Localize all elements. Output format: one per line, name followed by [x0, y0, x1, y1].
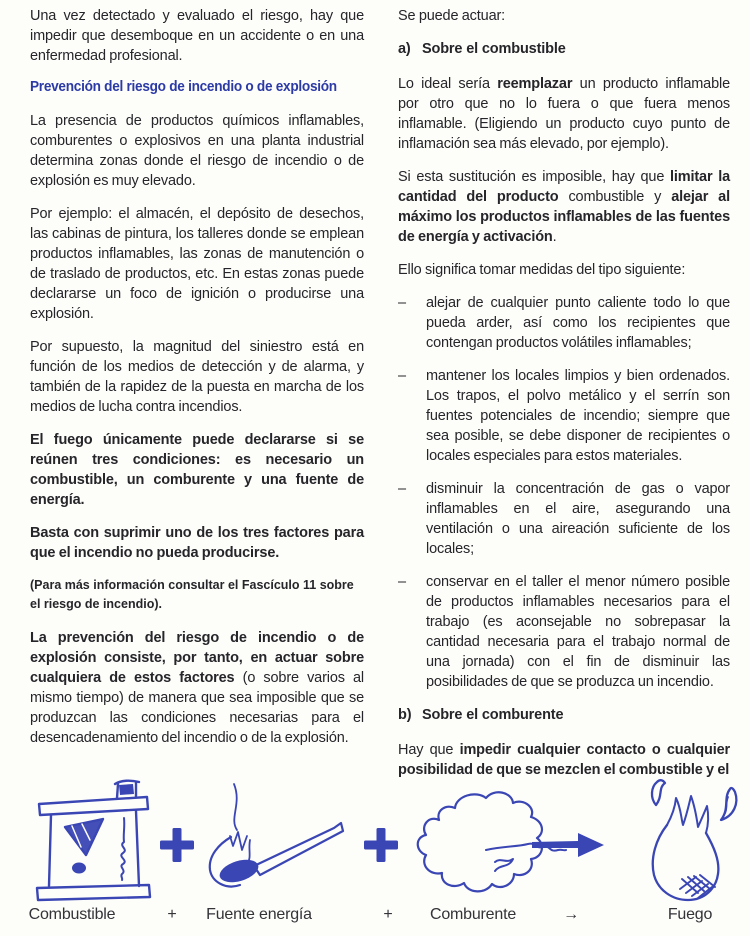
paragraph-intro: Una vez detectado y evaluado el riesgo, hay que impedir que desemboque en un accidente o en una enfermedad profesional. [30, 8, 364, 64]
bullet-dash: – [398, 295, 407, 311]
fire-icon [636, 776, 748, 910]
bullet-item-mantener [398, 366, 730, 466]
paragraph-magnitud: Por supuesto, la magnitud del siniestro está en función de los medios de detección y de alarma, y también de la rapidez de la puesta en marcha de los medios de lucha contra incendios. [30, 339, 364, 415]
paragraph-prevencion: La prevención del riesgo de incendio o de explosión consiste, por tanto, en actuar sobre cualquiera de estos factores (o sobre varios al mismo tiempo) de manera que sea imposible que se produzcan las condiciones necesarias para el desencadenamiento del incendio o de la explosión. [30, 630, 364, 746]
fuel-can-icon [28, 776, 158, 904]
bullet-item-alejar [398, 293, 730, 353]
column-right [398, 6, 730, 793]
column-left [30, 6, 364, 761]
diagram-label-comburente: Comburente [429, 906, 517, 923]
paragraph-limitar: Si esta sustitución es imposible, hay que limitar la cantidad del producto combustible y alejar al máximo los productos inflamables de las fuentes de energía y activación. [398, 169, 730, 245]
bullet-item-conservar [398, 572, 730, 692]
match-flame-icon [196, 780, 351, 898]
subsection-heading-a [398, 39, 730, 59]
plus-icon [158, 826, 196, 864]
subsection-marker-a: a) [398, 41, 411, 57]
diagram-label-plus: + [167, 906, 177, 923]
paragraph-medidas: Ello significa tomar medidas del tipo siguiente: [398, 262, 686, 278]
diagram-label-plus: + [383, 906, 393, 923]
paragraph-se-puede-actuar: Se puede actuar: [398, 8, 506, 24]
plus-icon [362, 826, 400, 864]
arrow-icon [530, 830, 606, 860]
bullet-text: alejar de cualquier punto caliente todo lo que pueda arder, así como los recipientes que contengan productos volátiles inflamables; [426, 295, 730, 351]
bullet-item-disminuir [398, 479, 730, 559]
diagram-label-fuente-energia: Fuente energía [206, 906, 312, 923]
paragraph-presencia: La presencia de productos químicos inflamables, comburentes o explosivos en una planta industrial determina zonas donde el riesgo de incendio o de explosión es muy elevado. [30, 113, 364, 189]
bullet-text: mantener los locales limpios y bien ordenados. Los trapos, el polvo metálico y el serrín son fuentes potenciales de incendio; siempre que sea posible, se debe disponer de recipientes o locales especiales para estos materiales. [426, 368, 730, 464]
subsection-title-a: Sobre el combustible [422, 41, 566, 57]
cloud-icon [398, 784, 576, 910]
bullet-text: conservar en el taller el menor número posible de productos inflamables necesarios para el trabajo (es aconsejable no sobrepasar la cantidad necesaria para el trabajo normal de una jornada) con el fin de disminuir las posibilidades de que se produzca un incendio. [426, 574, 730, 690]
paragraph-reemplazar: Lo ideal sería reemplazar un producto inflamable por otro que no lo fuera o que fuera menos inflamable. (Eligiendo un producto cuyo punto de inflamación sea más elevado, por ejemplo). [398, 76, 730, 152]
diagram-label-combustible: Combustible [28, 906, 116, 923]
footnote-fasciculo: (Para más información consultar el Fascículo 11 sobre el riesgo de incendio). [30, 578, 354, 611]
bullet-text: disminuir la concentración de gas o vapor inflamables en el aire, asegurando una ventilación o una aireación suficiente de los locales; [426, 481, 730, 557]
bullet-dash: – [398, 368, 407, 384]
bullet-dash: – [398, 481, 407, 497]
diagram-label-fuego: Fuego [667, 906, 713, 923]
paragraph-impedir: Hay que impedir cualquier contacto o cualquier posibilidad de que se mezclen el combustible y el [398, 742, 730, 778]
paragraph-tres-condiciones: El fuego únicamente puede declararse si se reúnen tres condiciones: es necesario un combustible, un comburente y una fuente de energía. [30, 432, 364, 508]
subsection-marker-b: b) [398, 707, 412, 723]
diagram-label-arrow: → [563, 906, 579, 923]
paragraph-suprimir: Basta con suprimir uno de los tres factores para que el incendio no pueda producirse. [30, 525, 364, 561]
bullet-dash: – [398, 574, 407, 590]
section-heading: Prevención del riesgo de incendio o de explosión [30, 79, 337, 95]
subsection-title-b: Sobre el comburente [422, 707, 564, 723]
subsection-heading-b [398, 705, 730, 725]
paragraph-ejemplo: Por ejemplo: el almacén, el depósito de desechos, las cabinas de pintura, los talleres donde se emplean productos inflamables, las zonas de manutención o de traslado de productos, etc. En estas zonas puede declararse un foco de ignición o producirse una explosión. [30, 206, 364, 322]
